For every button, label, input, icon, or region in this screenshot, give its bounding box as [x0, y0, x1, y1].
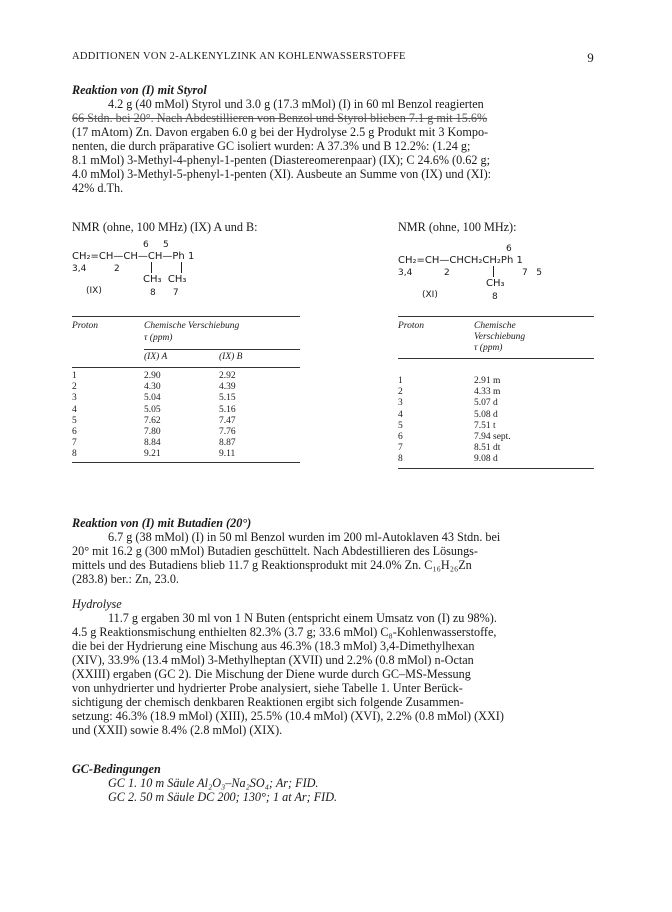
col-header-proton: Proton — [72, 321, 99, 331]
paragraph-line: 6.7 g (38 mMol) (I) in 50 ml Benzol wurden im 200 ml-Autoklaven 43 Stdn. bei — [108, 530, 501, 544]
table-row — [72, 427, 300, 438]
section-butadien — [72, 516, 612, 586]
table-row — [72, 405, 300, 416]
table-row — [398, 376, 594, 387]
formula-top-numbers: 6 5 — [143, 240, 169, 250]
cell-b: 5.16 — [219, 404, 236, 415]
subheader-a: (IX) A — [144, 352, 168, 362]
cell-shift: 5.08 d — [474, 409, 498, 420]
paragraph-line: die bei der Hydrierung eine Mischung aus 46.3% (18.3 mMol) 3,4-Dimethylhexan — [72, 639, 475, 653]
table-row — [398, 410, 594, 421]
cell-b: 5.15 — [219, 393, 236, 404]
table-row — [72, 438, 300, 449]
cell-shift: 5.07 d — [474, 398, 498, 409]
paragraph-line: (XIV), 33.9% (13.4 mMol) 3-Methylheptan (XVII) und 2.2% (0.8 mMol) n-Octan — [72, 653, 474, 667]
cell-proton: 4 — [72, 404, 77, 415]
structure-ix — [72, 240, 332, 304]
gc-line: GC 1. 10 m Säule Al₂O₃–Na₂SO₄; Ar; FID. — [108, 776, 319, 790]
cell-proton: 8 — [398, 454, 403, 465]
formula-two: 2 — [444, 268, 450, 278]
table-row — [72, 416, 300, 427]
col-header-shift-2: Verschiebung — [474, 332, 526, 342]
heading-butadien: Reaktion von (I) mit Butadien (20°) — [72, 516, 252, 530]
formula-main: CH₂=CH—CH—CH—Ph 1 — [72, 251, 195, 262]
cell-shift: 8.51 dt — [474, 443, 501, 454]
gc-line: GC 2. 50 m Säule DC 200; 130°; 1 at Ar; FID. — [108, 790, 338, 804]
col-header-proton: Proton — [398, 321, 425, 331]
paragraph-line: 4.0 mMol) 3-Methyl-5-phenyl-1-penten (XI). Ausbeute an Summe von (IX) und (XI): — [72, 167, 492, 181]
section-styrol — [72, 83, 612, 195]
cell-proton: 1 — [72, 371, 77, 381]
cell-b: 2.92 — [219, 371, 236, 381]
paragraph-line: 11.7 g ergaben 30 ml von 1 N Buten (entspricht einem Umsatz von (I) zu 98%). — [108, 611, 497, 625]
cell-proton: 6 — [398, 431, 403, 442]
running-header — [72, 50, 612, 65]
page-number: 9 — [587, 50, 594, 65]
cell-proton: 5 — [398, 420, 403, 431]
table-row — [398, 454, 594, 465]
section-hydrolyse — [72, 597, 612, 737]
heading-gc: GC-Bedingungen — [72, 762, 161, 776]
paragraph-line: 66 Stdn. bei 20°. Nach Abdestillieren von Benzol und Styrol blieben 7.1 g mit 15.6% — [72, 111, 488, 125]
formula-methyls: CH₃ CH₃ — [143, 274, 187, 285]
cell-a: 9.21 — [144, 449, 161, 460]
formula-bottom-number: 8 — [492, 292, 498, 302]
cell-proton: 5 — [72, 415, 77, 426]
col-header-unit: τ (ppm) — [474, 343, 503, 353]
formula-positions: 3,4 — [398, 268, 413, 278]
paragraph-line: von unhydrierter und hydrierter Probe analysiert, siehe Tabelle 1. Unter Berück- — [72, 681, 463, 695]
cell-b: 7.47 — [219, 415, 236, 426]
cell-shift: 2.91 m — [474, 376, 501, 386]
cell-a: 5.04 — [144, 393, 161, 404]
cell-a: 4.30 — [144, 382, 161, 393]
table-row — [72, 371, 300, 382]
paragraph-line: mittels und des Butadiens blieb 11.7 g Reaktionsprodukt mit 24.0% Zn. C₁₆H₂₆Zn — [72, 558, 472, 572]
cell-b: 7.76 — [219, 426, 236, 437]
paragraph-line: (XXIII) ergaben (GC 2). Die Mischung der Diene wurde durch GC–MS-Messung — [72, 667, 471, 681]
table-row — [398, 398, 594, 409]
formula-seven-five: 7 5 — [522, 268, 543, 278]
running-title: ADDITIONEN VON 2-ALKENYLZINK AN KOHLENWASSERSTOFFE — [72, 51, 406, 62]
cell-proton: 7 — [398, 443, 403, 454]
cell-a: 7.80 — [144, 426, 161, 437]
paragraph-line: 4.2 g (40 mMol) Styrol und 3.0 g (17.3 mMol) (I) in 60 ml Benzol reagierten — [108, 97, 484, 111]
table-row — [398, 421, 594, 432]
cell-proton: 7 — [72, 438, 77, 449]
cell-proton: 2 — [398, 387, 403, 398]
compound-label-ix: (IX) — [86, 286, 102, 296]
cell-shift: 7.51 t — [474, 420, 496, 431]
formula-positions: 3,4 — [72, 264, 87, 274]
cell-b: 9.11 — [219, 449, 236, 460]
paragraph-line: setzung: 46.3% (18.9 mMol) (XIII), 25.5% (10.4 mMol) (XVI), 2.2% (0.8 mMol) (XXI) — [72, 709, 504, 723]
cell-a: 8.84 — [144, 438, 161, 449]
table-body-ix — [72, 371, 300, 461]
cell-b: 4.39 — [219, 382, 236, 393]
cell-shift: 4.33 m — [474, 387, 501, 398]
table-row — [398, 432, 594, 443]
cell-proton: 2 — [72, 382, 77, 393]
cell-a: 7.62 — [144, 415, 161, 426]
cell-proton: 3 — [398, 398, 403, 409]
formula-two: 2 — [114, 264, 120, 274]
nmr-right-title: NMR (ohne, 100 MHz): — [398, 220, 517, 234]
paragraph-line: und (XXII) sowie 8.4% (2.8 mMol) (XIX). — [72, 723, 283, 737]
paragraph-line: (17 mAtom) Zn. Davon ergaben 6.0 g bei der Hydrolyse 2.5 g Produkt mit 3 Kompo- — [72, 125, 489, 139]
heading-styrol: Reaktion von (I) mit Styrol — [72, 83, 207, 97]
compound-label-xi: (XI) — [422, 290, 438, 300]
table-row — [72, 449, 300, 460]
paragraph-line: nenten, die durch präparative GC isoliert wurden: A 37.3% und B 12.2%: (1.24 g; — [72, 139, 471, 153]
paragraph-line: 42% d.Th. — [72, 181, 124, 195]
paragraph-line: 4.5 g Reaktionsmischung enthielten 82.3% (3.7 g; 33.6 mMol) C₈-Kohlenwasserstoffe, — [72, 625, 497, 639]
col-header-shift-1: Chemische — [474, 321, 516, 331]
table-row — [398, 443, 594, 454]
table-row — [72, 382, 300, 393]
formula-top-number: 6 — [506, 244, 512, 254]
subheader-b: (IX) B — [219, 352, 243, 362]
cell-shift: 7.94 sept. — [474, 431, 511, 442]
bond-line — [151, 262, 152, 273]
paragraph-line: 20° mit 16.2 g (300 mMol) Butadien geschüttelt. Nach Abdestillieren des Lösungs- — [72, 544, 478, 558]
table-row — [398, 387, 594, 398]
table-body-xi — [398, 376, 594, 466]
cell-shift: 9.08 d — [474, 454, 498, 465]
cell-a: 5.05 — [144, 404, 161, 415]
formula-main: CH₂=CH—CHCH₂CH₂Ph 1 — [398, 255, 523, 266]
section-gc — [72, 762, 612, 804]
cell-b: 8.87 — [219, 438, 236, 449]
bond-line — [181, 262, 182, 273]
bond-line — [493, 266, 494, 277]
paragraph-line: sichtigung der chemisch denkbaren Reaktionen ergibt sich folgende Zusammen- — [72, 695, 464, 709]
paragraph-line: 8.1 mMol) 3-Methyl-4-phenyl-1-penten (Diastereomerenpaar) (IX); C 24.6% (0.62 g; — [72, 153, 490, 167]
formula-methyl: CH₃ — [486, 278, 505, 289]
col-header-shift: Chemische Verschiebung — [144, 321, 240, 331]
structure-xi — [398, 244, 598, 308]
cell-proton: 4 — [398, 409, 403, 420]
cell-proton: 6 — [72, 426, 77, 437]
table-row — [72, 393, 300, 404]
cell-proton: 8 — [72, 449, 77, 460]
cell-proton: 1 — [398, 376, 403, 386]
col-header-unit: τ (ppm) — [144, 333, 173, 343]
cell-a: 2.90 — [144, 371, 161, 381]
formula-bottom-numbers: 8 7 — [150, 288, 179, 298]
heading-hydrolyse: Hydrolyse — [72, 597, 122, 611]
nmr-left-title: NMR (ohne, 100 MHz) (IX) A und B: — [72, 220, 258, 234]
cell-proton: 3 — [72, 393, 77, 404]
paragraph-line: (283.8) ber.: Zn, 23.0. — [72, 572, 179, 586]
